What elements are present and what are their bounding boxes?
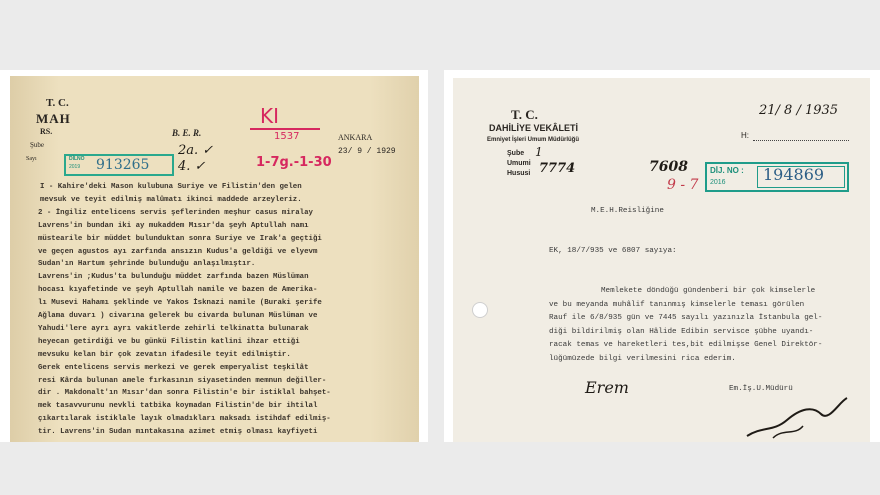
left-stamp-year: 2019 bbox=[69, 164, 81, 170]
left-handwritten-mark-2: 4. ✓ bbox=[178, 159, 206, 174]
left-body-line: çıkartılarak istiklale layık olmadıkları maksadı istihdaf edilmiş- bbox=[38, 415, 331, 424]
right-body-line: Memlekete döndüğü gündenberi bir çok kimselerle bbox=[601, 287, 816, 295]
left-ber-label: B. E. R. bbox=[172, 128, 202, 138]
left-stamp-label: DİLNO bbox=[69, 156, 85, 162]
left-body-line: I - Kahire'deki Mason kulubuna Suriye ve Filistin'den gelen bbox=[40, 183, 302, 191]
right-ministry-heading: DAHİLİYE VEKÂLETİ bbox=[489, 123, 579, 133]
left-red-date: 1-7g.-1-30 bbox=[256, 155, 332, 170]
right-initials: Erem bbox=[585, 378, 629, 397]
right-signature bbox=[743, 396, 853, 442]
left-city: ANKARA bbox=[338, 133, 373, 142]
right-tc-heading: T. C. bbox=[511, 107, 538, 122]
right-body-line: ve bu meyanda muhâlif tanınmış kimselerle teması görülen bbox=[549, 300, 805, 309]
left-body-line: ve geçen agustos ayı zarfında ansızın Kudus'a geldiği ve elyevm bbox=[38, 247, 318, 256]
left-body-line: Lavrens'in ;Kudus'ta bulunduğu müddet zarfında bazen Müslüman bbox=[38, 273, 309, 282]
right-body-line: Rauf ile 6/8/935 gün ve 7445 sayılı yazınızla İstanbula gel- bbox=[549, 314, 823, 322]
left-tc-heading: T. C. bbox=[46, 97, 69, 109]
right-sube-value: 1 bbox=[535, 145, 543, 159]
left-body-line: müstearile bir müddet bulunduktan sonra Suriye ve Irak'a geçtiği bbox=[38, 234, 322, 243]
right-h-label: H: bbox=[741, 131, 749, 140]
right-reference: EK, 18/7/935 ve 6807 sayıya: bbox=[549, 247, 677, 255]
right-body-line: lüğümüzede bilgi verilmesini rica ederim. bbox=[549, 354, 736, 363]
left-handwritten-mark-1: 2a. ✓ bbox=[178, 143, 214, 158]
left-archive-stamp bbox=[64, 154, 174, 176]
right-sube-label: Şube bbox=[507, 150, 525, 157]
right-umumi-label: Umumi bbox=[507, 160, 531, 167]
left-body-line: 2 - İngiliz entelicens servis şeflerinden meşhur casus miralay bbox=[38, 208, 313, 217]
left-body-line: Ağlama duvarı ) civarına gelerek bu civarda bulunan Müslüman ve bbox=[38, 312, 318, 320]
left-body-line: dir . Makdonalt'ın Mısır'dan sonra Filistin'e bir istiklal bahşet- bbox=[38, 389, 331, 398]
right-hususi-label: Hususi bbox=[507, 170, 531, 177]
left-body-line: mevsuku kelan bir çok zevatın ifadesile teyit edilmiştir. bbox=[38, 350, 291, 359]
left-ministry-heading: MAH bbox=[36, 111, 71, 126]
left-body-line: Gerek entelicens servis merkezi ve gerek emperyalist teşkilât bbox=[38, 363, 309, 372]
left-body-line: Lavrens'in bundan iki ay mukaddem Mısır'da şeyh Aptullah namı bbox=[38, 221, 309, 230]
right-document-page bbox=[453, 78, 870, 442]
left-document-page bbox=[10, 76, 419, 442]
right-body-line: diği bildirilmiş olan Hâlide Edibin servisce şübhe uyandı- bbox=[549, 327, 814, 336]
punch-hole bbox=[472, 302, 488, 318]
left-red-underline bbox=[250, 128, 320, 130]
left-body-line: hocası kıyafetinde ve şeyh Aptullah namile ve bazen de Amerika- bbox=[38, 286, 318, 295]
right-stamp-year: 2016 bbox=[710, 179, 726, 186]
right-stamp-number: 194869 bbox=[763, 165, 825, 184]
left-stamp-number: 913265 bbox=[96, 157, 150, 173]
left-body-line: resi Kârda bulunan amele fırkasının siyasetinden memnun değiller- bbox=[38, 376, 327, 385]
right-body-line: racak temas ve hareketleri tes,bit edilmişse Genel Direktör- bbox=[549, 341, 823, 349]
left-sayi-label: Sayı bbox=[26, 156, 37, 162]
right-archive-stamp bbox=[705, 162, 849, 192]
left-red-ki-mark: KI bbox=[260, 104, 280, 128]
left-body-line: mevsuk ve teyit edilmiş malûmatı ikinci maddede arzeyleriz. bbox=[40, 195, 302, 204]
left-rs-label: RS. bbox=[40, 127, 53, 136]
right-handwritten-number: 7608 bbox=[649, 159, 688, 175]
left-red-number: 1537 bbox=[274, 131, 300, 142]
left-body-line: heyecan getirdiği ve bu günkü Filistin katlini ihzar ettiği bbox=[38, 337, 300, 346]
left-date: 23/ 9 / 1929 bbox=[338, 147, 396, 156]
right-closing: Em.İş.U.Müdürü bbox=[729, 385, 793, 393]
left-body-line: lı Musevi Hahamı şeklinde ve Yakos İsknazi namile (Buraki şerife bbox=[38, 299, 322, 308]
right-stamp-label: DİJ. NO : bbox=[710, 166, 744, 175]
right-document-frame bbox=[444, 70, 880, 442]
right-department: Emniyet İşleri Umum Müdürlüğü bbox=[487, 137, 580, 143]
right-date: 21/ 8 / 1935 bbox=[759, 103, 839, 118]
right-addressee: M.E.H.Reisliğine bbox=[591, 207, 664, 215]
left-body-line: mek tasavvurunu nevkli tatbika koymadan Filistin'de bir ihtilal bbox=[38, 402, 318, 411]
left-body-line: Yahudi'lere ayrı ayrı vakitlerde zehirli telkinatta bulunarak bbox=[38, 324, 309, 333]
left-document-frame bbox=[0, 70, 428, 442]
right-red-handwriting: 9 - 7 bbox=[667, 177, 699, 193]
right-h-line bbox=[753, 140, 849, 141]
left-sube-label: Şube bbox=[30, 141, 44, 149]
left-body-line: tir. Lavrens'in Sudan mıntakasına azimet etmiş olması kayfiyeti bbox=[38, 428, 318, 437]
right-hususi-value: 7774 bbox=[539, 161, 576, 176]
left-body-line: Sudan'ın Hartum şehrinde bulunduğu anlaşılmıştır. bbox=[38, 260, 256, 269]
